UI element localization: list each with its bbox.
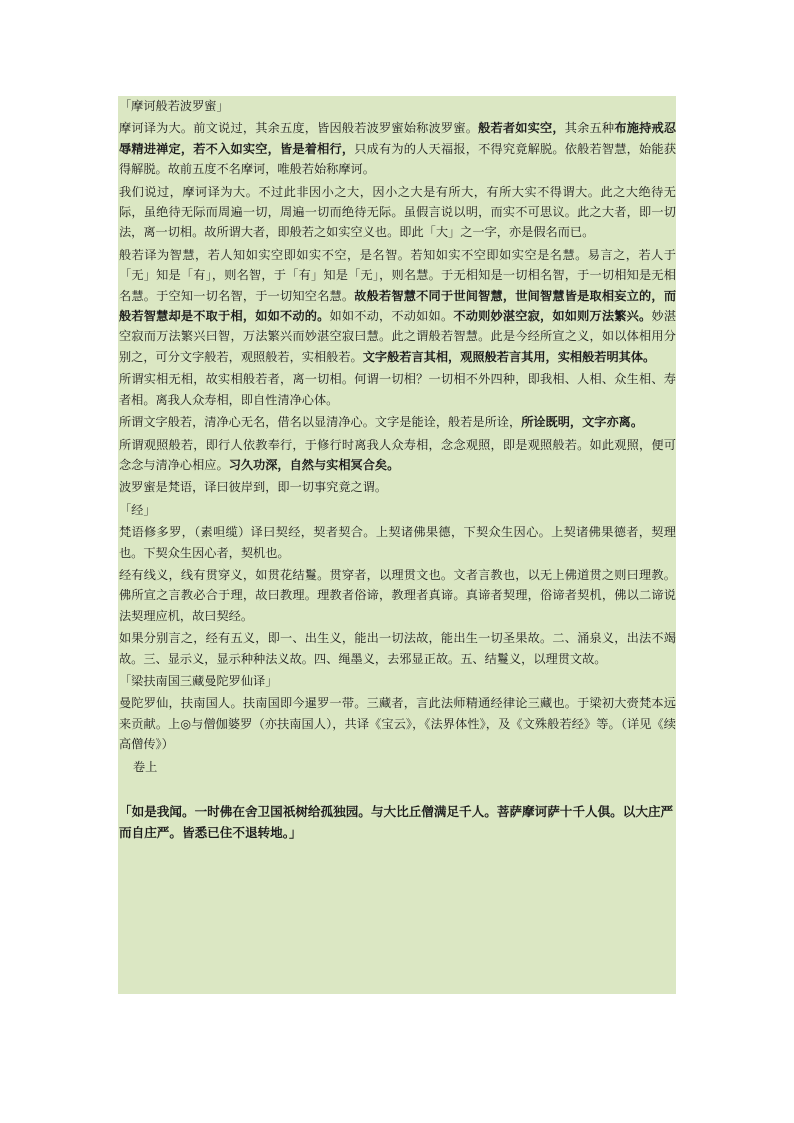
emphasized-text: 布施持戒忍辱精进禅定，若不入如实空，皆是着相行， <box>119 121 677 156</box>
paragraph-prajna-wisdom <box>119 245 676 367</box>
sutra-opening-text: 「如是我闻。一时佛在舍卫国祇树给孤独园。与大比丘僧满足千人。菩萨摩诃萨十千人俱。以大庄严而自庄严。皆悉已住不退转地。」 <box>119 804 674 840</box>
emphasized-text: 文字般若言其相，观照般若言其用，实相般若明其体。 <box>362 349 656 364</box>
volume-label: 卷上 <box>133 759 158 774</box>
paragraph-real-mark-prajna: 所谓实相无相，故实相般若者，离一切相。何谓一切相？一切相不外四种，即我相、人相、众生相、寿者相。离我人众寿相，即自性清净心体。 <box>119 372 676 407</box>
paragraph-sutra-definition: 梵语修多罗，（素呾缆）译曰契经，契者契合。上契诸佛果德，下契众生因心。上契诸佛果德者，契理也。下契众生因心者，契机也。 <box>119 525 676 560</box>
emphasized-text: 习久功深，自然与实相冥合矣。 <box>228 457 400 472</box>
text-run: 所谓文字般若，清净心无名，借名以显清净心。文字是能诠，般若是所诠， <box>119 415 522 430</box>
text-run: 妙湛空寂而万法繁兴曰智，万法繁兴而妙湛空寂曰慧。此之谓般若智慧。此是今经所宣之义，如以体相用分别之，可分文字般若，观照般若，实相般若。 <box>119 309 677 364</box>
heading-translator: 「梁扶南国三藏曼陀罗仙译」 <box>119 673 278 688</box>
heading-sutra: 「经」 <box>119 502 156 517</box>
paragraph-five-meanings: 如果分别言之，经有五义，即一、出生义，能出一切法故，能出生一切圣果故。二、涌泉义，出法不竭故。三、显示义，显示种种法义故。四、绳墨义，去邪显正故。五、结鬘义，以理贯文故。 <box>119 631 676 666</box>
paragraph-maha-meaning <box>119 118 676 179</box>
paragraph-great-meaning: 我们说过，摩诃译为大。不过此非因小之大，因小之大是有所大，有所大实不得谓大。此之大绝待无际，虽绝待无际而周遍一切，周遍一切而绝待无际。虽假言说以明，而实不可思议。此之大者，即一切法，离一切相。故所谓大者，即般若之如实空义也。即此「大」之一字，亦是假名而已。 <box>119 184 676 240</box>
text-run: 所谓观照般若，即行人依教奉行，于修行时离我人众寿相，念念观照，即是观照般若。如此观照，便可念念与清净心相应。 <box>119 437 676 472</box>
paragraph-translator-bio: 曼陀罗仙，扶南国人。扶南国即今暹罗一带。三藏者，言此法师精通经律论三藏也。于梁初大赍梵本远来贡献。上◎与僧伽婆罗（亦扶南国人），共译《宝云》，《法界体性》，及《文殊般若经》等。（详见《续高僧传》） <box>119 696 676 752</box>
emphasized-text: 不动则妙湛空寂，如如则万法繁兴。 <box>453 309 652 324</box>
heading-mahaprajna: 「摩诃般若波罗蜜」 <box>119 99 229 113</box>
text-run: 摩诃译为大。前文说过，其余五度，皆因般若波罗蜜始称波罗蜜。 <box>119 121 479 136</box>
paragraph-text-prajna <box>119 412 676 432</box>
emphasized-text: 故般若智慧不同于世间智慧，世间智慧皆是取相妄立的，而般若智慧却是不取于相，如如不动的。 <box>119 288 677 324</box>
paragraph-paramita: 波罗蜜是梵语，译曰彼岸到，即一切事究竟之谓。 <box>119 480 388 495</box>
emphasized-text: 般若者如实空， <box>478 121 565 136</box>
text-run: 其余五种 <box>564 121 615 136</box>
commentary-page <box>118 96 676 994</box>
paragraph-thread-meaning: 经有线义，线有贯穿义，如贯花结鬘。贯穿者，以理贯文也。文者言教也，以无上佛道贯之则曰理教。佛所宣之言教必合于理，故曰教理。理教者俗谛，教理者真谛。真谛者契理，俗谛者契机，佛以二谛说法契理应机，故曰契经。 <box>119 567 676 623</box>
section-spacer <box>118 779 676 801</box>
emphasized-text: 所诠既明，文字亦离。 <box>521 415 644 430</box>
text-run: 只成有为的人天福报，不得究竟解脱。依般若智慧，始能获得解脱。故前五度不名摩诃，唯般若始称摩诃。 <box>119 141 677 177</box>
text-run: 般若译为智慧，若人知如实空即如实不空，是名智。若知如实不空即如实空是名慧。易言之，若人于「无」知是「有」，则名智，于「有」知是「无」，则名慧。于无相知是一切相名智，于一切相知是无相名慧。于空知一切名智，于一切知空名慧。 <box>119 247 676 303</box>
text-run: 如如不动，不动如如。 <box>329 309 454 324</box>
paragraph-contemplation-prajna <box>119 435 676 476</box>
